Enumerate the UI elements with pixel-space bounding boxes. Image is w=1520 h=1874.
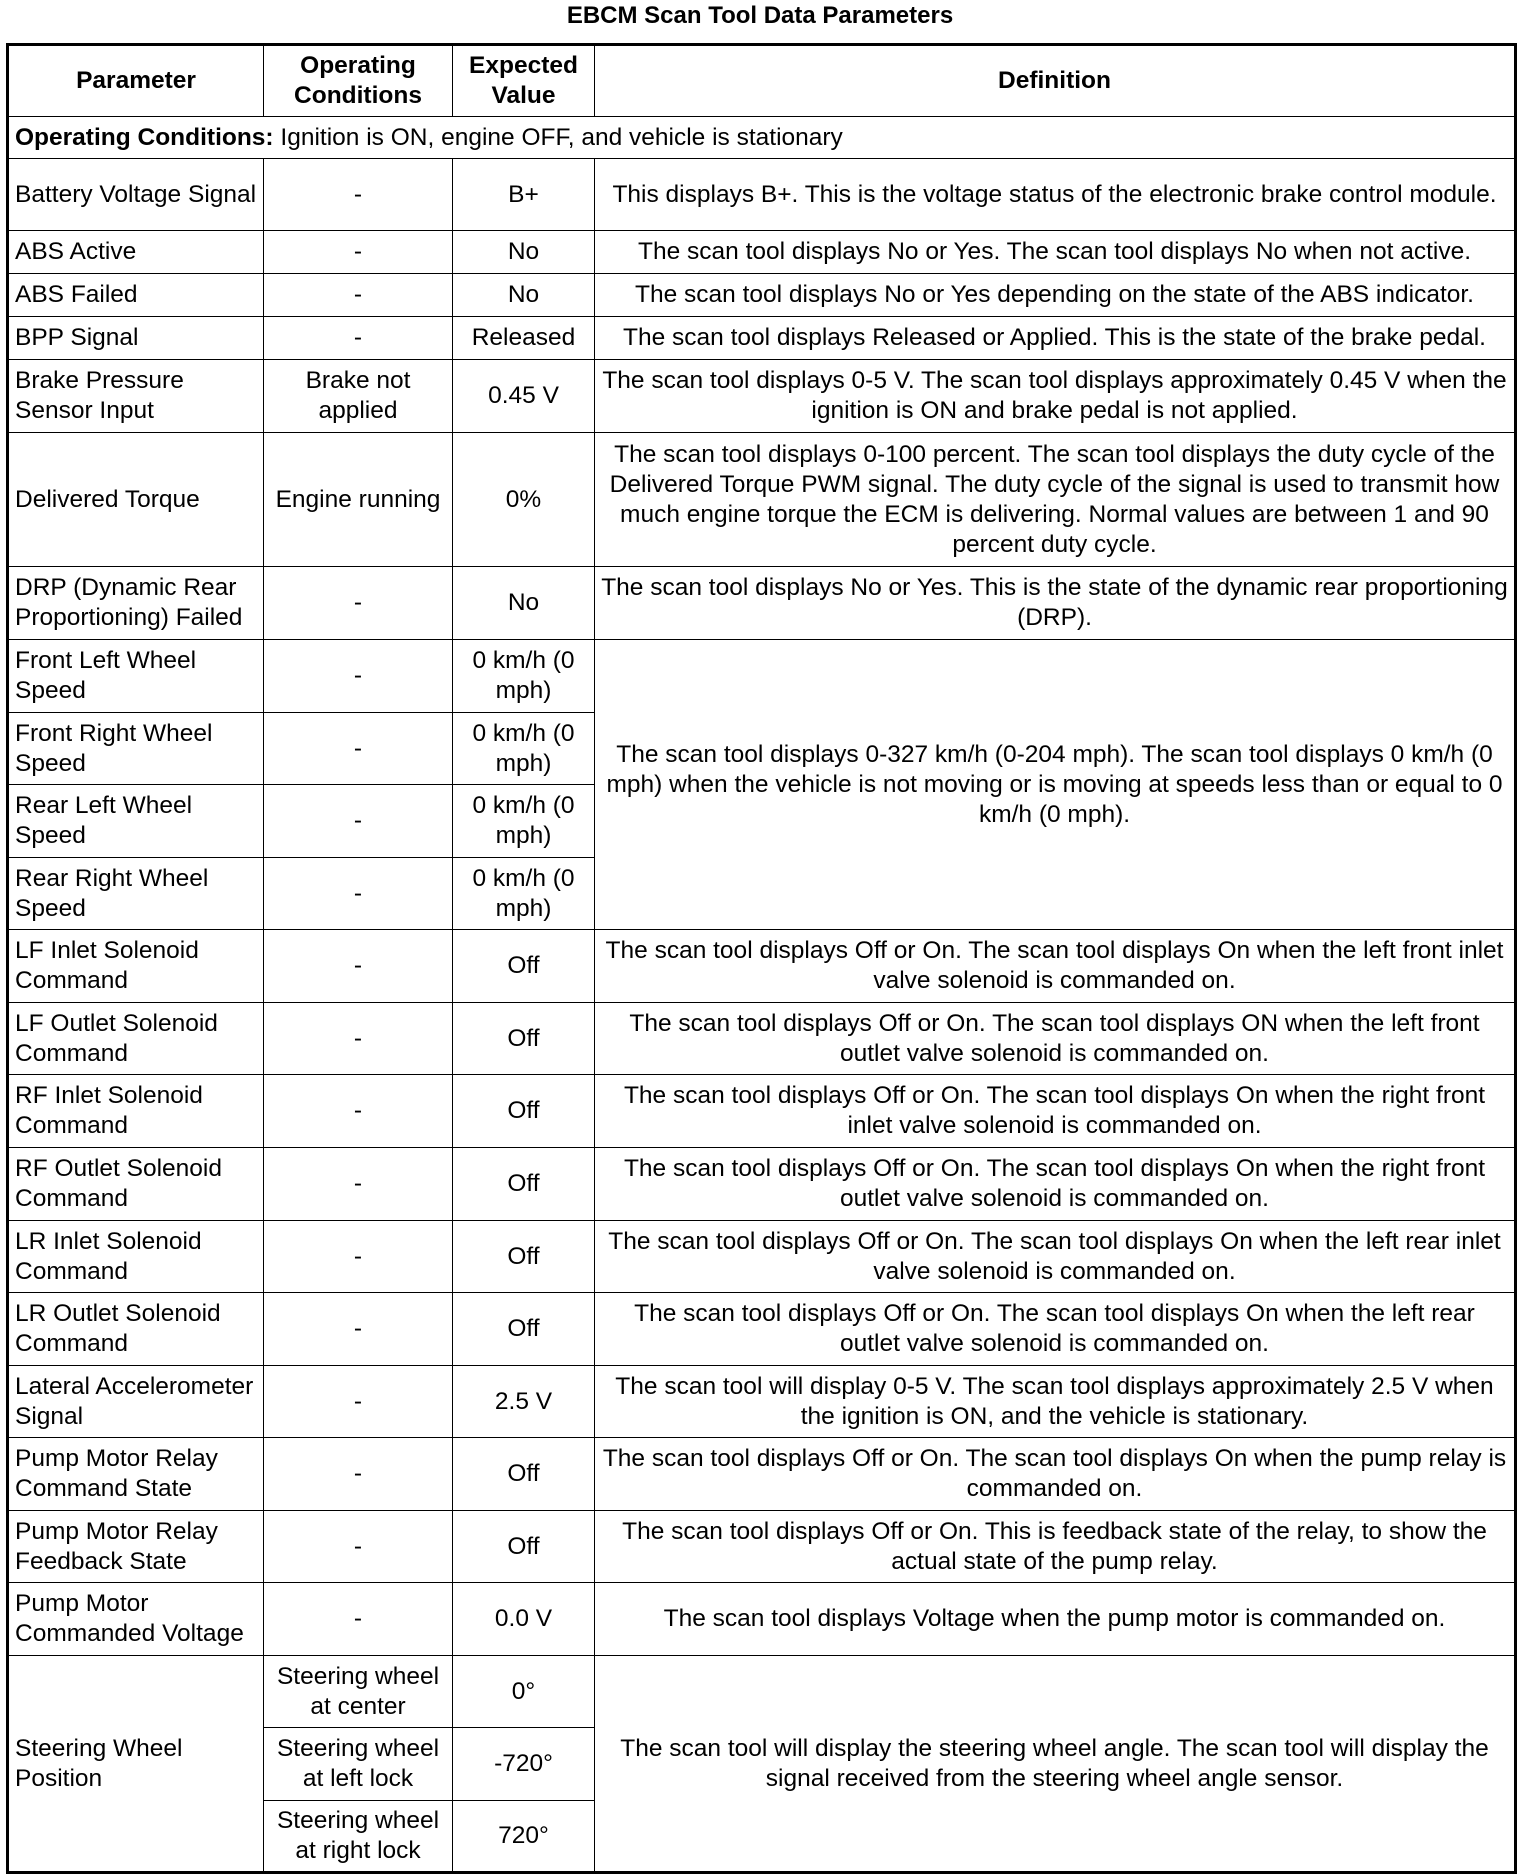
parameter-cell: Rear Left Wheel Speed [8, 785, 264, 858]
definition-cell: The scan tool displays Voltage when the pump motor is commanded on. [595, 1583, 1516, 1656]
table-row [8, 1003, 1516, 1075]
conditions-cell: - [264, 1003, 453, 1075]
definition-cell: The scan tool displays Off or On. The scan tool displays On when the left front inlet valve solenoid is commanded on. [595, 930, 1516, 1003]
conditions-cell: - [264, 1148, 453, 1221]
conditions-cell: - [264, 785, 453, 858]
table-row [8, 1366, 1516, 1438]
conditions-cell: Steering wheel at center [264, 1656, 453, 1728]
parameter-cell: ABS Active [8, 231, 264, 274]
parameter-cell: BPP Signal [8, 317, 264, 360]
value-cell: Off [453, 1148, 595, 1221]
header-operating-conditions: Operating Conditions [264, 45, 453, 117]
value-cell: Released [453, 317, 595, 360]
value-cell: 720° [453, 1801, 595, 1873]
conditions-cell: Steering wheel at left lock [264, 1728, 453, 1801]
definition-cell: The scan tool displays 0-5 V. The scan tool displays approximately 0.45 V when the ignition is ON and brake pedal is not applied. [595, 360, 1516, 433]
table-row [8, 274, 1516, 317]
table-row [8, 433, 1516, 567]
parameter-cell: ABS Failed [8, 274, 264, 317]
parameter-cell: RF Outlet Solenoid Command [8, 1148, 264, 1221]
parameter-cell: Front Right Wheel Speed [8, 713, 264, 785]
conditions-cell: - [264, 713, 453, 785]
table-row [8, 159, 1516, 231]
table-row [8, 1221, 1516, 1293]
definition-cell: The scan tool displays Off or On. The scan tool displays On when the right front outlet valve solenoid is commanded on. [595, 1148, 1516, 1221]
value-cell: B+ [453, 159, 595, 231]
conditions-cell: - [264, 159, 453, 231]
table-row [8, 930, 1516, 1003]
conditions-cell: Engine running [264, 433, 453, 567]
conditions-cell: Brake not applied [264, 360, 453, 433]
parameter-cell: LF Inlet Solenoid Command [8, 930, 264, 1003]
steering-parameter-cell: Steering Wheel Position [8, 1656, 264, 1873]
page-title: EBCM Scan Tool Data Parameters [566, 2, 954, 29]
parameter-cell: DRP (Dynamic Rear Proportioning) Failed [8, 567, 264, 640]
value-cell: Off [453, 1221, 595, 1293]
conditions-cell: Steering wheel at right lock [264, 1801, 453, 1873]
table-row [8, 1656, 1516, 1728]
parameter-cell: LR Inlet Solenoid Command [8, 1221, 264, 1293]
conditions-cell: - [264, 1366, 453, 1438]
value-cell: 0 km/h (0 mph) [453, 858, 595, 930]
parameter-cell: LR Outlet Solenoid Command [8, 1293, 264, 1366]
operating-conditions-row [8, 117, 1516, 159]
value-cell: Off [453, 1293, 595, 1366]
conditions-cell: - [264, 858, 453, 930]
value-cell: 0 km/h (0 mph) [453, 713, 595, 785]
definition-cell: The scan tool displays Off or On. The scan tool displays On when the left rear inlet valve solenoid is commanded on. [595, 1221, 1516, 1293]
conditions-cell: - [264, 1221, 453, 1293]
value-cell: 0% [453, 433, 595, 567]
conditions-cell: - [264, 274, 453, 317]
conditions-cell: - [264, 640, 453, 713]
table-row [8, 1583, 1516, 1656]
value-cell: No [453, 231, 595, 274]
conditions-cell: - [264, 1511, 453, 1583]
table-row [8, 1293, 1516, 1366]
operating-conditions-cell [8, 117, 1516, 159]
definition-cell: The scan tool displays No or Yes. The scan tool displays No when not active. [595, 231, 1516, 274]
value-cell: 0 km/h (0 mph) [453, 640, 595, 713]
parameter-cell: RF Inlet Solenoid Command [8, 1075, 264, 1148]
conditions-cell: - [264, 317, 453, 360]
parameter-cell: Lateral Accelerometer Signal [8, 1366, 264, 1438]
table-row [8, 1148, 1516, 1221]
definition-cell: This displays B+. This is the voltage status of the electronic brake control module. [595, 159, 1516, 231]
conditions-cell: - [264, 1583, 453, 1656]
table-row [8, 567, 1516, 640]
parameter-cell: Rear Right Wheel Speed [8, 858, 264, 930]
header-row [8, 45, 1516, 117]
parameter-cell: Pump Motor Relay Feedback State [8, 1511, 264, 1583]
definition-cell: The scan tool displays 0-100 percent. The scan tool displays the duty cycle of the Delivered Torque PWM signal. The duty cycle of the signal is used to transmit how much engine torque the ECM is delivering. Normal values are between 1 and 90 percent duty cycle. [595, 433, 1516, 567]
definition-cell: The scan tool displays Off or On. This is feedback state of the relay, to show the actual state of the pump relay. [595, 1511, 1516, 1583]
value-cell: 0° [453, 1656, 595, 1728]
conditions-cell: - [264, 1293, 453, 1366]
definition-cell: The scan tool displays Released or Applied. This is the state of the brake pedal. [595, 317, 1516, 360]
value-cell: Off [453, 1511, 595, 1583]
value-cell: Off [453, 1075, 595, 1148]
definition-cell: The scan tool displays No or Yes. This is the state of the dynamic rear proportioning (DRP). [595, 567, 1516, 640]
conditions-cell: - [264, 1075, 453, 1148]
header-parameter: Parameter [8, 45, 264, 117]
parameter-cell: Pump Motor Relay Command State [8, 1438, 264, 1511]
value-cell: Off [453, 1438, 595, 1511]
value-cell: 0 km/h (0 mph) [453, 785, 595, 858]
definition-cell: The scan tool will display 0-5 V. The scan tool displays approximately 2.5 V when the ignition is ON, and the vehicle is stationary. [595, 1366, 1516, 1438]
table-row [8, 360, 1516, 433]
parameter-cell: Brake Pressure Sensor Input [8, 360, 264, 433]
value-cell: Off [453, 1003, 595, 1075]
parameters-table [6, 43, 1517, 1874]
steering-definition-cell: The scan tool will display the steering wheel angle. The scan tool will display the signal received from the steering wheel angle sensor. [595, 1656, 1516, 1873]
parameter-cell: LF Outlet Solenoid Command [8, 1003, 264, 1075]
conditions-cell: - [264, 231, 453, 274]
table-row [8, 317, 1516, 360]
parameter-cell: Battery Voltage Signal [8, 159, 264, 231]
parameter-cell: Pump Motor Commanded Voltage [8, 1583, 264, 1656]
definition-cell: The scan tool displays Off or On. The scan tool displays On when the pump relay is commanded on. [595, 1438, 1516, 1511]
value-cell: 0.0 V [453, 1583, 595, 1656]
header-definition: Definition [595, 45, 1516, 117]
table-row [8, 1511, 1516, 1583]
conditions-cell: - [264, 930, 453, 1003]
value-cell: Off [453, 930, 595, 1003]
parameter-cell: Front Left Wheel Speed [8, 640, 264, 713]
table-row [8, 640, 1516, 713]
conditions-cell: - [264, 567, 453, 640]
table-row [8, 1075, 1516, 1148]
definition-cell: The scan tool displays Off or On. The scan tool displays On when the right front inlet valve solenoid is commanded on. [595, 1075, 1516, 1148]
definition-cell: The scan tool displays Off or On. The scan tool displays ON when the left front outlet valve solenoid is commanded on. [595, 1003, 1516, 1075]
operating-conditions-label: Operating Conditions: [15, 123, 274, 151]
value-cell: 0.45 V [453, 360, 595, 433]
definition-cell: The scan tool displays No or Yes depending on the state of the ABS indicator. [595, 274, 1516, 317]
value-cell: No [453, 567, 595, 640]
definition-cell: The scan tool displays Off or On. The scan tool displays On when the left rear outlet valve solenoid is commanded on. [595, 1293, 1516, 1366]
value-cell: No [453, 274, 595, 317]
table-row [8, 1438, 1516, 1511]
value-cell: 2.5 V [453, 1366, 595, 1438]
operating-conditions-text: Ignition is ON, engine OFF, and vehicle is stationary [273, 123, 843, 151]
conditions-cell: - [264, 1438, 453, 1511]
value-cell: -720° [453, 1728, 595, 1801]
header-expected-value: Expected Value [453, 45, 595, 117]
parameter-cell: Delivered Torque [8, 433, 264, 567]
wheel-speed-definition-cell: The scan tool displays 0-327 km/h (0-204 mph). The scan tool displays 0 km/h (0 mph) when the vehicle is not moving or is moving at speeds less than or equal to 0 km/h (0 mph). [595, 640, 1516, 930]
table-row [8, 231, 1516, 274]
